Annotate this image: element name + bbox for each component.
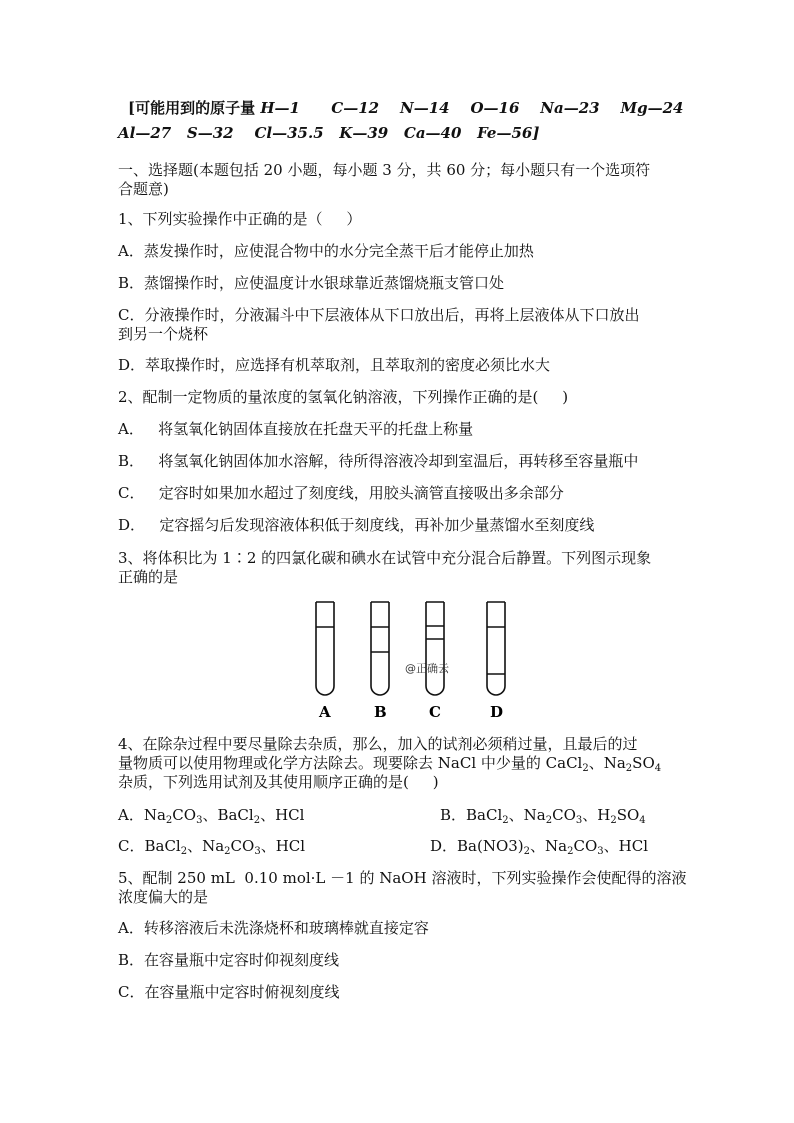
subscript: 2	[523, 846, 531, 857]
subscript: 2	[502, 815, 509, 826]
q1-option-c-line-2: 到另一个烧杯	[118, 325, 209, 343]
test-tubes-figure	[300, 596, 530, 724]
option-text: 、Na	[530, 837, 568, 855]
subscript: 2	[165, 815, 173, 826]
tube-c	[426, 602, 444, 695]
tube-label-d: D	[490, 703, 504, 721]
q5-stem-line-2: 浓度偏大的是	[118, 888, 209, 906]
tube-label-b: B	[374, 703, 387, 721]
q4-option-d	[430, 836, 648, 856]
tube-d	[487, 602, 505, 695]
q2-stem: 2、配制一定物质的量浓度的氢氧化钠溶液，下列操作正确的是( )	[118, 388, 569, 406]
option-text: 、Na	[187, 837, 225, 855]
subscript: 3	[196, 815, 203, 826]
option-text: 、HCl	[260, 806, 305, 824]
subscript: 3	[597, 846, 604, 857]
q3-stem-line-2: 正确的是	[118, 568, 179, 586]
subscript: 2	[545, 815, 553, 826]
q1-stem: 1、下列实验操作中正确的是（ ）	[118, 210, 362, 228]
q4-option-b	[440, 805, 646, 825]
subscript: 2	[180, 846, 188, 857]
option-text: CO	[230, 837, 255, 855]
q4-stem-line-2-text: 、Na	[588, 754, 626, 772]
option-text: CO	[552, 806, 576, 824]
option-text: C．BaCl	[118, 837, 181, 855]
q4-option-c	[118, 836, 305, 856]
subscript: 2	[625, 763, 633, 774]
option-text: 、H	[582, 806, 611, 824]
q5-stem-line-1: 5、配制 250 mL 0.10 mol·L －1 的 NaOH 溶液时，下列实验操作会使配得的溶液	[118, 869, 687, 887]
option-text: CO	[573, 837, 598, 855]
subscript: 3	[254, 846, 261, 857]
subscript: 2	[253, 815, 261, 826]
subscript: 3	[575, 815, 583, 826]
q3-stem-line-1: 3、将体积比为 1∶2 的四氯化碳和碘水在试管中充分混合后静置。下列图示现象	[118, 549, 652, 567]
subscript: 2	[610, 815, 617, 826]
figure-watermark: @正确云	[405, 662, 449, 675]
subscript: 4	[654, 763, 662, 774]
q1-option-d: D．萃取操作时，应选择有机萃取剂，且萃取剂的密度必须比水大	[118, 356, 551, 374]
subscript: 2	[224, 846, 231, 857]
q5-option-b: B．在容量瓶中定容时仰视刻度线	[118, 951, 340, 969]
subscript: 4	[639, 815, 646, 826]
q2-option-b: B． 将氢氧化钠固体加水溶解，待所得溶液冷却到室温后，再转移至容量瓶中	[118, 452, 639, 470]
subscript: 2	[582, 763, 589, 774]
option-text: 、Na	[508, 806, 546, 824]
q2-option-c: C． 定容时如果加水超过了刻度线，用胶头滴管直接吸出多余部分	[118, 484, 564, 502]
option-text: CO	[172, 806, 197, 824]
option-text: 、BaCl	[202, 806, 254, 824]
q1-option-b: B．蒸馏操作时，应使温度计水银球靠近蒸馏烧瓶支管口处	[118, 274, 505, 292]
atomic-mass-values-1: H—1 C—12 N—14 O—16 Na—23 Mg—24	[260, 99, 684, 117]
q2-option-d: D． 定容摇匀后发现溶液体积低于刻度线，再补加少量蒸馏水至刻度线	[118, 516, 595, 534]
tube-label-c: C	[429, 703, 441, 721]
q5-option-a: A．转移溶液后未洗涤烧杯和玻璃棒就直接定容	[118, 919, 429, 937]
q4-stem-line-2	[118, 753, 661, 773]
option-text: 、HCl	[260, 837, 306, 855]
q1-option-a: A．蒸发操作时，应使混合物中的水分完全蒸干后才能停止加热	[118, 242, 534, 260]
tube-b	[371, 602, 389, 695]
q2-option-a: A． 将氢氧化钠固体直接放在托盘天平的托盘上称量	[118, 420, 474, 438]
option-text: B．BaCl	[440, 806, 503, 824]
q5-option-c: C．在容量瓶中定容时俯视刻度线	[118, 983, 340, 1001]
atomic-mass-line-1	[128, 98, 683, 118]
section-heading-line-1: 一、选择题(本题包括 20 小题，每小题 3 分，共 60 分；每小题只有一个选项符	[118, 161, 651, 179]
atomic-mass-line-2: Al—27 S—32 Cl—35.5 K—39 Ca—40 Fe—56]	[118, 124, 540, 142]
q4-option-a	[118, 805, 304, 825]
q4-stem-line-1: 4、在除杂过程中要尽量除去杂质，那么，加入的试剂必须稍过量，且最后的过	[118, 735, 638, 753]
option-text: SO	[616, 806, 640, 824]
q4-stem-line-2-text: SO	[632, 754, 655, 772]
option-text: 、HCl	[603, 837, 649, 855]
atomic-mass-intro: [可能用到的原子量	[128, 99, 256, 117]
q4-stem-line-2-text: 量物质可以使用物理或化学方法除去。现要除去 NaCl 中少量的 CaCl	[118, 754, 583, 772]
option-text: D．Ba(NO3)	[430, 837, 524, 855]
subscript: 2	[567, 846, 574, 857]
section-heading-line-2: 合题意)	[118, 180, 169, 198]
option-text: A．Na	[118, 806, 166, 824]
tube-a	[316, 602, 334, 695]
q1-option-c-line-1: C．分液操作时，分液漏斗中下层液体从下口放出后，再将上层液体从下口放出	[118, 306, 640, 324]
q4-stem-line-3: 杂质，下列选用试剂及其使用顺序正确的是( )	[118, 773, 439, 791]
tube-label-a: A	[319, 703, 331, 721]
